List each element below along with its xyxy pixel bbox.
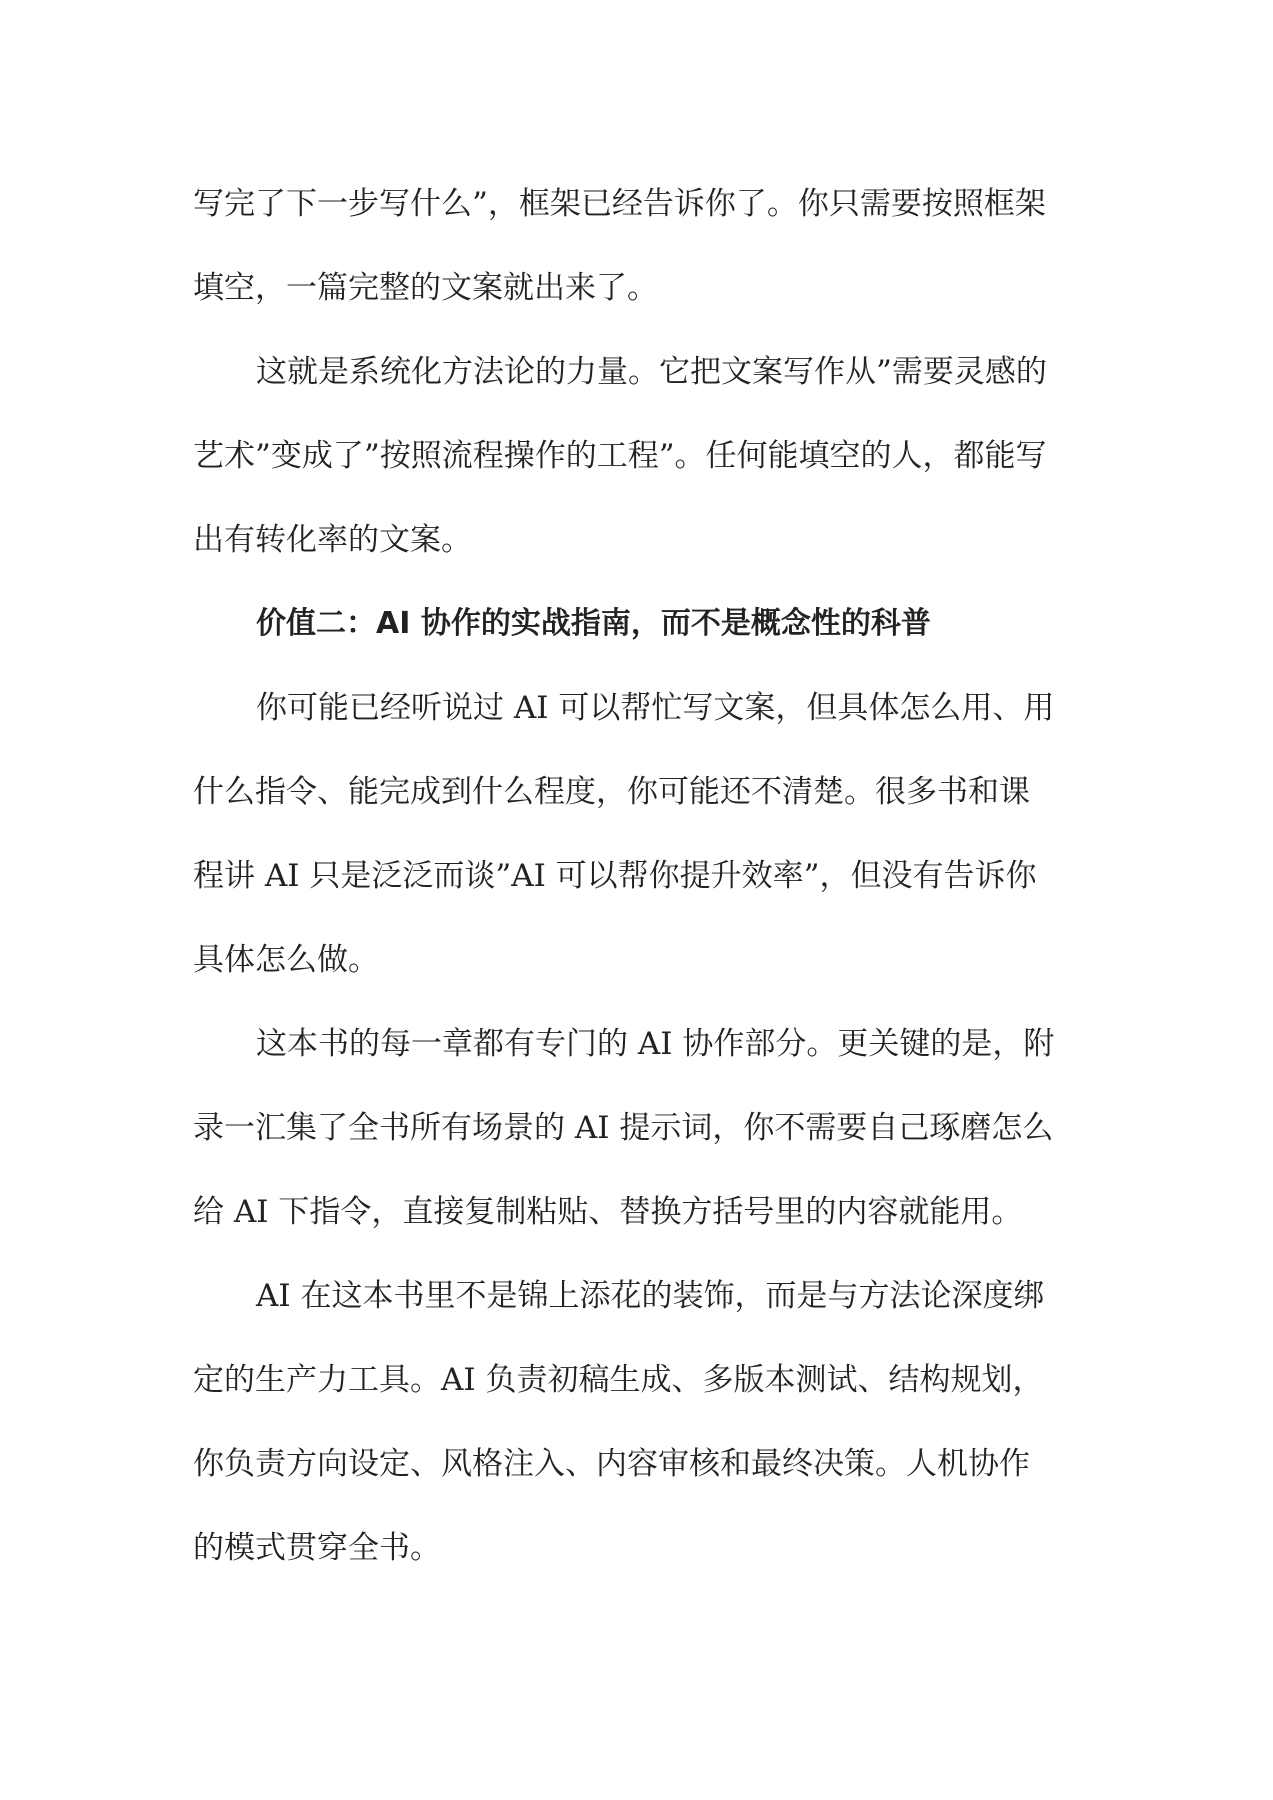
paragraph-5 — [193, 1254, 1093, 1590]
text-line: 定的生产力工具。AI 负责初稿生成、多版本测试、结构规划， — [193, 1362, 1044, 1398]
paragraph-1 — [193, 162, 1093, 330]
text-line: 录一汇集了全书所有场景的 AI 提示词，你不需要自己琢磨怎么 — [193, 1110, 1054, 1146]
text-line: 什么指令、能完成到什么程度，你可能还不清楚。很多书和课 — [193, 774, 1030, 810]
text-line: 艺术”变成了”按照流程操作的工程”。任何能填空的人，都能写 — [193, 438, 1047, 474]
document-body — [193, 162, 1093, 1590]
text-line: 填空，一篇完整的文案就出来了。 — [193, 270, 658, 306]
text-line: 具体怎么做。 — [193, 942, 379, 978]
paragraph-3 — [193, 666, 1093, 1002]
text-line: 写完了下一步写什么”，框架已经告诉你了。你只需要按照框架 — [193, 186, 1046, 222]
text-line: 出有转化率的文案。 — [193, 522, 472, 558]
text-line: 你可能已经听说过 AI 可以帮忙写文案，但具体怎么用、用 — [256, 690, 1055, 726]
section-heading — [193, 582, 1093, 666]
text-line: 给 AI 下指令，直接复制粘贴、替换方括号里的内容就能用。 — [193, 1194, 1023, 1230]
text-line: 这就是系统化方法论的力量。它把文案写作从”需要灵感的 — [256, 354, 1047, 390]
paragraph-4 — [193, 1002, 1093, 1254]
text-line: AI 在这本书里不是锦上添花的装饰，而是与方法论深度绑 — [256, 1278, 1045, 1314]
paragraph-2 — [193, 330, 1093, 582]
text-line: 你负责方向设定、风格注入、内容审核和最终决策。人机协作 — [193, 1446, 1030, 1482]
text-line: 这本书的每一章都有专门的 AI 协作部分。更关键的是，附 — [256, 1026, 1055, 1062]
text-line: 程讲 AI 只是泛泛而谈”AI 可以帮你提升效率”，但没有告诉你 — [193, 858, 1037, 894]
text-line: 的模式贯穿全书。 — [193, 1530, 441, 1566]
heading-text: 价值二：AI 协作的实战指南，而不是概念性的科普 — [256, 606, 931, 641]
